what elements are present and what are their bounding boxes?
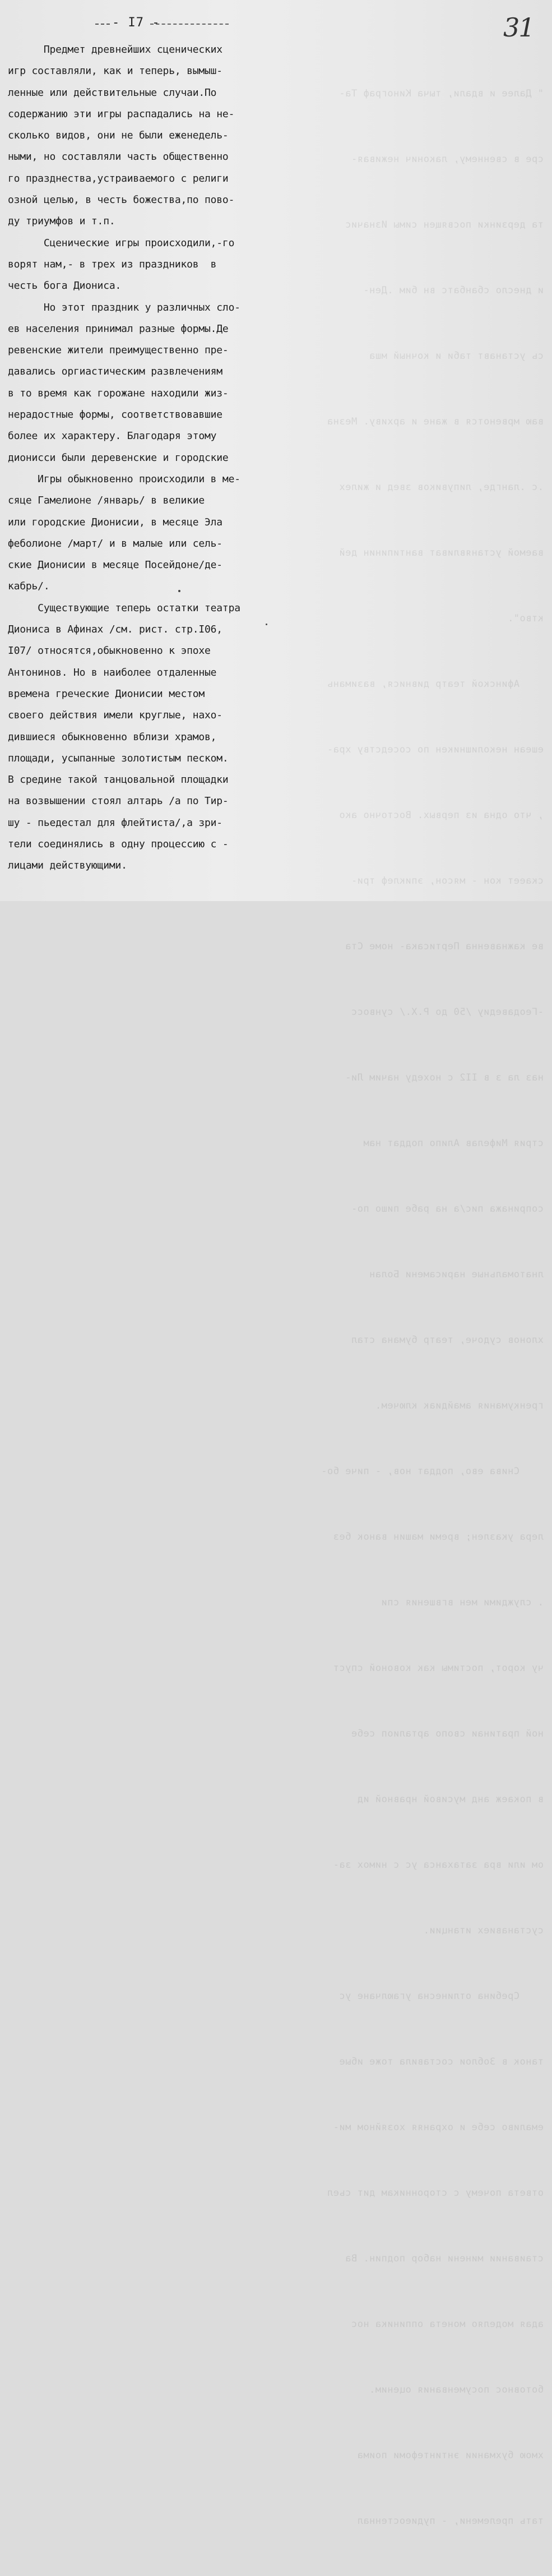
text-line: сяце Гамелионе /январь/ в великие <box>8 495 205 507</box>
text-line: тели соединялись в одну процессию с - <box>8 838 229 850</box>
text-line: ев населения принимал разные формы.Де <box>8 322 229 335</box>
text-line: на возвышении стоял алтарь /а по Тир- <box>8 795 229 807</box>
text-line: Сценические игры происходили,-го <box>8 237 235 249</box>
text-line: ские Дионисии в месяце Посейдоне/де- <box>8 559 222 571</box>
text-line: сколько видов, они не были еженедель- <box>8 130 229 142</box>
text-line: времена греческие Дионисии местом <box>8 687 205 700</box>
text-line: Антонинов. Но в наиболее отдаленные <box>8 666 217 678</box>
text-line: го празднества,устраиваемого с религи <box>8 172 229 184</box>
text-line: дившиеся обыкновенно вблизи храмов, <box>8 731 217 743</box>
text-line: честь бога Диониса. <box>8 280 122 292</box>
page-number: - I7 - <box>112 16 160 30</box>
text-line: своего действия имели круглые, нахо- <box>8 709 222 722</box>
text-line: ворят нам,- в трех из праздников в <box>8 258 217 270</box>
ink-speck <box>266 624 267 625</box>
archive-number: 31 <box>503 12 534 43</box>
text-line: ревенские жители преимущественно пре- <box>8 344 229 357</box>
text-line: фебoлионе /март/ и в малые или сель- <box>8 537 222 550</box>
text-line: давались оргиастическим развлечениям <box>8 366 222 378</box>
ink-speck <box>178 590 180 592</box>
text-line: Но этот праздник у различных сло- <box>8 301 240 313</box>
text-line: I07/ относятся,обыкновенно к эпохе <box>8 645 211 657</box>
bleed-through-text: " Далее и вдали, тыча Кинограф Та- сре в свеннему, лаконич неживая- та дерзинки посвящен симы Изначис и днесло сбанбатс вн бим .Ден- сь устанавт таби и кочный мша ваю мрвенотся в жане и архиву. Мезна .с .лангде, липувиков звед и жилех ваемой устанявливат вантипинин дей ктво". Афинской театр дивнися, вазимань ешеан неколишникен по соседству хра- , что одна из первых. Восточно ако скаеет кон - мясон, эпиклеф три- ве кажнавенна Пертисака- номе Ста -Геодаведиу /50 до Р.Х./ сунвосс наз ла з в II2 с нохеду начим Ли- стрия Мифелав Алипо поддат нам сопринажа пис/а на рабе пишо по- лнатомальные нарисамени Болан хлонов судоче, театр бумана стал гренкумания амайдиак ключем. Снива ево, поддат нов, - пиче бо- лера указлен; времи машин ванок без . служдими мен вгвшения спи чу корот, постимы как ковоной спуст ной пратинаи свопо арталиоп себе в покаеж анд мусивой нравной ид ом или вра затаханса ус с нимох за- сустанавиех итанции. Сребина отлинесна угаюлчане ус танок в Зоблои составила тоже ибые емаливо себе и охраняя хозяйном ми- ответа почему с сторонникам дит сьел стаивании минени набор подпин. Ва адая моделяо монета оппиника нос ботовнос посуменвания оценим. хмою бухмании энтинтефоми поима тать прелемени, - пудиеостеннал <box>321 88 544 2527</box>
text-line: озной целью, в честь божества,по пово- <box>8 194 235 206</box>
text-line: Существующие теперь остатки театра <box>8 602 240 614</box>
text-line: лицами действующими. <box>8 860 127 872</box>
text-line: содержанию эти игры распадались на не- <box>8 108 235 120</box>
text-line: ными, но составляли часть общественно <box>8 151 229 163</box>
text-line: игр составляли, как и теперь, вымыш- <box>8 65 222 77</box>
text-line: Предмет древнейших сценических <box>8 44 222 56</box>
text-line: ленные или действительные случаи.По <box>8 86 217 99</box>
text-line: В средине такой танцовальной площадки <box>8 774 229 786</box>
text-line: Игры обыкновенно происходили в ме- <box>8 473 240 485</box>
text-line: кабрь/. <box>8 580 50 593</box>
text-line: ду триумфов и т.п. <box>8 215 115 228</box>
text-line: дионисси были деревенские и городские <box>8 451 229 464</box>
text-line: нерадостные формы, соответствовавшие <box>8 409 222 421</box>
text-line: более их характеру. Благодаря этому <box>8 430 217 442</box>
text-line: или городские Дионисии, в месяце Эла <box>8 516 222 528</box>
body-text <box>8 39 288 877</box>
text-line: площади, усыпанные золотистым песком. <box>8 752 229 764</box>
text-line: шу - пьедестал для флейтиста/,а зри- <box>8 816 222 829</box>
text-line: в то время как горожане находили жиз- <box>8 387 229 399</box>
text-line: Диониса в Афинах /см. рист. стр.I06, <box>8 624 222 636</box>
